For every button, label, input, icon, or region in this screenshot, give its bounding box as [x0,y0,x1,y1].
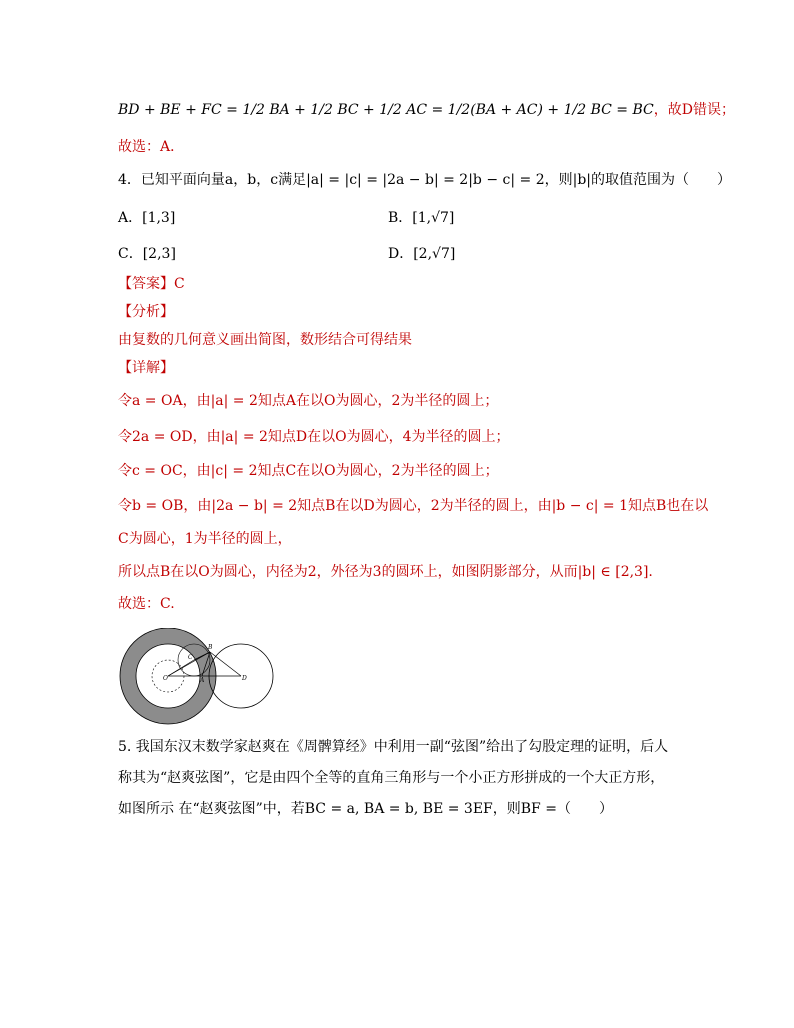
select-c-line: 故选：C. [118,596,175,612]
question-5-line-3: 如图所示 在“赵爽弦图”中，若BC = a, BA = b, BE = 3EF，则BF =（ ） [118,801,613,817]
option-a: A．[1,3] [118,210,176,226]
select-a-line: 故选：A． [118,139,185,155]
option-b: B．[1,√7] [388,210,455,226]
detail-line-3: 令c = OC，由|c| = 2知点C在以O为圆心，2为半径的圆上； [118,463,499,479]
detail-line-6: 所以点B在以O为圆心，内径为2，外径为3的圆环上，如图阴影部分，从而|b| ∈ [2,3]. [118,564,653,580]
question-4-stem [118,170,731,190]
question-5-line-1: 5. 我国东汉末数学家赵爽在《周髀算经》中利用一副“弦图”给出了勾股定理的证明，后人 [118,739,669,755]
option-d: D．[2,√7] [388,246,456,262]
question-4-number: 4． [118,172,141,188]
label-o: O [163,675,168,682]
analysis-label: 【分析】 [118,304,174,320]
detail-line-2: 令2a = OD，由|a| = 2知点D在以O为圆心，4为半径的圆上； [118,429,510,445]
question-5-line-2: 称其为“赵爽弦图”，它是由四个全等的直角三角形与一个小正方形拼成的一个大正方形， [118,770,665,786]
label-d: D [242,675,247,682]
label-c: C [188,654,193,661]
label-b: B [208,644,213,651]
option-c: C．[2,3] [118,246,176,262]
answer-label: 【答案】C [118,276,185,292]
label-a: A [200,677,205,684]
detail-line-4: 令b = OB，由|2a − b| = 2知点B在以D为圆心，2为半径的圆上，由|b − c| = 1知点B也在以 [118,498,709,514]
analysis-text: 由复数的几何意义画出简图，数形结合可得结果 [118,332,412,348]
top-equation: BD + BE + FC = 1/2 BA + 1/2 BC + 1/2 AC = 1/2(BA + AC) + 1/2 BC = BC [118,102,654,118]
top-equation-conclusion: ，故D错误； [653,102,735,118]
detail-line-1: 令a = OA，由|a| = 2知点A在以O为圆心，2为半径的圆上； [118,393,499,409]
detail-label: 【详解】 [118,360,174,376]
annulus-figure [116,628,286,728]
top-equation-line [118,100,735,120]
detail-line-5: C为圆心，1为半径的圆上， [118,531,292,547]
question-4-text: 已知平面向量a，b，c满足|a| = |c| = |2a − b| = 2|b − c| = 2，则|b|的取值范围为（ ） [140,172,732,188]
